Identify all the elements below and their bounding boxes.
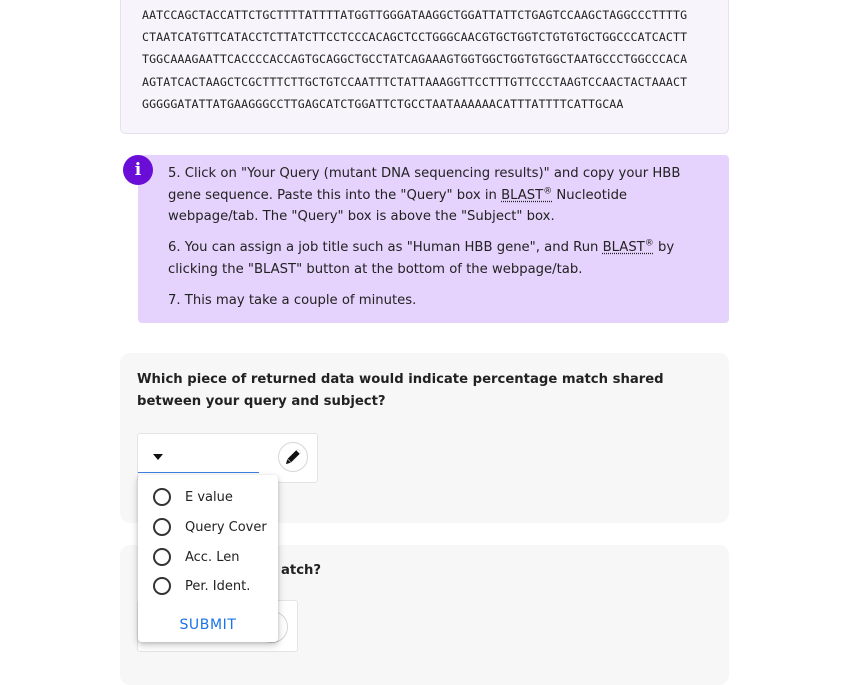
radio-icon[interactable] — [153, 548, 171, 566]
sequence-line: CTAATCATGTTCATACCTCTTATCTTCCTCCCACAGCTCCTGGGCAACGTGCTGGTCTGTGTGCTGGCCCATCACTT — [142, 30, 688, 44]
instruction-step-5 — [168, 163, 713, 228]
dropdown-caret-icon[interactable] — [153, 454, 163, 460]
option-label: E value — [185, 489, 233, 505]
blast-label: BLAST — [501, 187, 544, 203]
step5-text-a: 5. Click on "Your Query (mutant DNA sequencing results)" and copy your HBB gene sequence. Paste this into the "Query" box in — [168, 166, 681, 203]
sequence-line: GGGGGATATTATGAAGGGCCTTGAGCATCTGGATTCTGCCTAATAAAAAACATTTATTTTCATTGCAA — [142, 97, 624, 111]
blast-abbr — [603, 240, 654, 255]
pencil-icon — [279, 443, 307, 471]
option-query-cover[interactable] — [153, 517, 267, 537]
blast-abbr — [501, 188, 552, 203]
option-label: Acc. Len — [185, 549, 240, 565]
select-underline — [138, 472, 259, 473]
question-text: Which piece of returned data would indicate percentage match shared between your query and subject? — [137, 372, 664, 409]
step5-text-b: Nucleotide webpage/tab. The "Query" box is above the "Subject" box. — [168, 187, 628, 224]
option-per-ident[interactable] — [153, 576, 250, 596]
step6-text-a: 6. You can assign a job title such as "Human HBB gene", and Run — [168, 240, 603, 255]
submit-button[interactable]: SUBMIT — [179, 617, 237, 633]
option-acc-len[interactable] — [153, 547, 239, 567]
option-label: Query Cover — [185, 519, 267, 535]
instruction-step-6 — [168, 237, 713, 280]
instruction-step-7: 7. This may take a couple of minutes. — [168, 293, 417, 308]
info-icon: i — [123, 155, 153, 185]
blast-label: BLAST — [602, 240, 645, 255]
radio-icon[interactable] — [153, 488, 171, 506]
step6-text-b: by clicking the "BLAST" button at the bottom of the webpage/tab. — [168, 240, 675, 277]
radio-icon[interactable] — [153, 577, 171, 595]
option-label: Per. Ident. — [185, 578, 251, 594]
sequence-card — [120, 0, 729, 134]
question-2-text-visible: atch? — [281, 563, 322, 578]
option-e-value[interactable] — [153, 487, 233, 507]
registered-mark: ® — [644, 238, 654, 249]
registered-mark: ® — [543, 186, 553, 197]
sequence-line: AATCCAGCTACCATTCTGCTTTTATTTTATGGTTGGGATAAGGCTGGATTATTCTGAGTCCAAGCTAGGCCCTTTTG — [142, 8, 688, 22]
sequence-line: TGGCAAAGAATTCACCCCACCAGTGCAGGCTGCCTATCAGAAAGTGGTGGCTGGTGTGGCTAATGCCCTGGCCCACA — [142, 52, 688, 66]
radio-icon[interactable] — [153, 518, 171, 536]
edit-button[interactable] — [278, 442, 308, 472]
sequence-line: AGTATCACTAAGCTCGCTTTCTTGCTGTCCAATTTCTATTAAAGGTTCCTTTGTTCCCTAAGTCCAACTACTAAACT — [142, 75, 688, 89]
options-dropdown — [138, 475, 278, 642]
